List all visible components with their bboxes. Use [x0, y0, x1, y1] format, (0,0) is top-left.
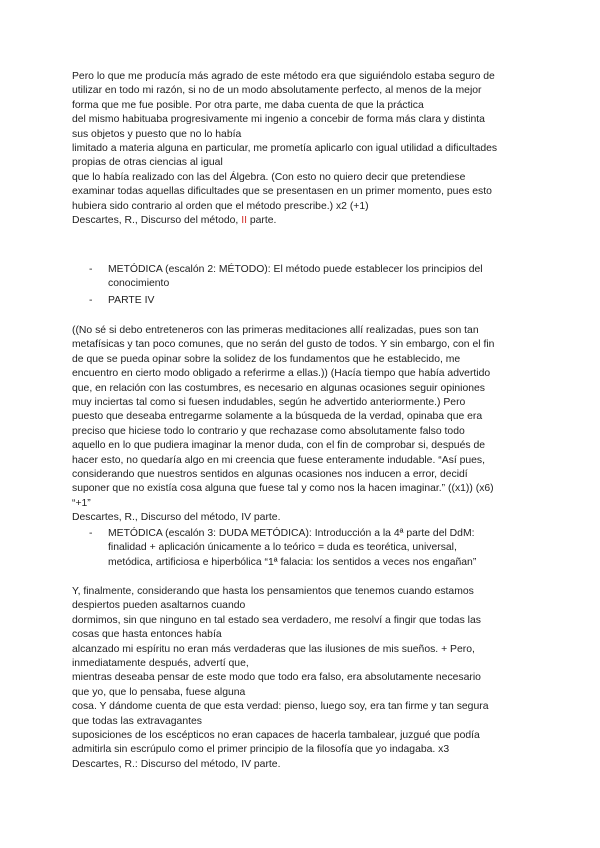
- bullet-dash: -: [89, 528, 93, 539]
- paragraph-line: que, en relación con las costumbres, es necesario en algunas ocasiones seguir opiniones: [72, 382, 485, 394]
- paragraph-line: que todas las extravagantes: [72, 715, 202, 727]
- paragraph-line: admitirla sin escrúpulo como el primer principio de la filosofía que yo indagaba. x3: [72, 744, 450, 756]
- paragraph-line: que lo había realizado con las del Álgebra. (Con esto no quiero decir que pretendiese: [72, 171, 466, 183]
- citation-2: Descartes, R., Discurso del método, IV parte.: [72, 512, 281, 524]
- paragraph-line: inmediatamente después, advertí que,: [72, 658, 249, 670]
- paragraph-line: metafísicas y tan poco comunes, que no serán del gusto de todos. Y sin embargo, con el fin: [72, 339, 495, 351]
- bullet-line: METÓDICA (escalón 3: DUDA METÓDICA): Introducción a la 4ª parte del DdM:: [108, 528, 475, 539]
- bullet-dash: -: [89, 295, 93, 306]
- paragraph-line: utilizar en todo mi razón, si no de un modo absolutamente perfecto, al menos de la mejor: [72, 85, 482, 97]
- paragraph-line: de que se pueda opinar sobre la solidez de los fundamentos que he establecido, me: [72, 353, 461, 365]
- paragraph-line: muy inciertas tal como si fuesen indudables, según he advertido anteriormente.) Pero: [72, 397, 466, 409]
- bullet-dash: -: [89, 264, 93, 275]
- citation-suffix: parte.: [246, 215, 277, 227]
- paragraph-line: suposiciones de los escépticos no eran capaces de hacerla tambalear, juzgué que podía: [72, 730, 480, 742]
- paragraph-line: alcanzado mi espíritu no eran más verdaderas que las ilusiones de mis sueños. + Pero,: [72, 643, 475, 655]
- paragraph-line: que yo, que lo pensaba, fuese alguna: [72, 686, 246, 698]
- paragraph-line: dormimos, sin que ninguno en tal estado sea verdadero, me resolví a fingir que todas las: [72, 614, 481, 626]
- paragraph-line: aquello en lo que pudiera imaginar la menor duda, con el fin de comprobar si, después de: [72, 440, 486, 452]
- paragraph-line: considerando que nuestros sentidos en algunas ocasiones nos inducen a error, decidí: [72, 469, 468, 481]
- paragraph-line: propias de otras ciencias al igual: [72, 157, 223, 169]
- paragraph-3: [72, 585, 532, 772]
- paragraph-line: despiertos pueden asaltarnos cuando: [72, 600, 246, 612]
- paragraph-1: [72, 70, 532, 228]
- paragraph-line: puesto que deseaba entregarme solamente a la búsqueda de la verdad, opinaba que era: [72, 411, 483, 423]
- paragraph-line: examinar todas aquellas dificultades que se presentasen en un primer momento, pues esto: [72, 186, 492, 198]
- citation-3: Descartes, R.: Discurso del método, IV parte.: [72, 758, 281, 770]
- paragraph-line: limitado a materia alguna en particular, me prometía aplicarlo con igual utilidad a dificultades: [72, 143, 498, 155]
- citation-part-number: II: [241, 215, 247, 227]
- paragraph-line: mientras deseaba pensar de este modo que todo era falso, era absolutamente necesario: [72, 672, 481, 684]
- paragraph-line: suponer que no existía cosa alguna que fuese tal y como nos la hacen imaginar.” ((x1)) (x6): [72, 483, 494, 495]
- paragraph-line: hubiera sido contrario al orden que el método prescribe.) x2 (+1): [72, 200, 369, 212]
- paragraph-line: encuentro en cierto modo obligado a referirme a ellas.)) (Hacía tiempo que había advertido: [72, 368, 491, 380]
- paragraph-2: [72, 324, 532, 526]
- paragraph-line: hacer esto, no quedaría algo en mi creencia que fuese enteramente indudable. “Así pues,: [72, 454, 486, 466]
- paragraph-line: cosas que hasta entonces había: [72, 629, 222, 641]
- citation-1: [72, 214, 532, 228]
- bullet-line: conocimiento: [108, 278, 170, 290]
- bullet-line: METÓDICA (escalón 2: MÉTODO): El método puede establecer los principios del: [108, 264, 483, 275]
- paragraph-line: del mismo habituaba progresivamente mi ingenio a concebir de forma más clara y distinta: [72, 114, 485, 126]
- paragraph-line: “+1”: [72, 497, 91, 509]
- paragraph-line: cosa. Y dándome cuenta de que esta verdad: pienso, luego soy, era tan firme y tan segura: [72, 701, 489, 713]
- citation-prefix: Descartes, R., Discurso del método,: [72, 215, 242, 227]
- paragraph-line: Y, finalmente, considerando que hasta los pensamientos que tenemos cuando estamos: [72, 586, 474, 597]
- paragraph-line: preciso que hiciese todo lo contrario y que rechazase como absolutamente falso todo: [72, 425, 465, 437]
- paragraph-line: sus objetos y puesto que no lo había: [72, 128, 242, 140]
- heading-text: PARTE IV: [108, 295, 155, 306]
- paragraph-line: ((No sé si debo entreteneros con las primeras meditaciones allí realizadas, pues son tan: [72, 325, 479, 336]
- bullet-line: finalidad + aplicación únicamente a lo teórico = duda es teorética, universal,: [108, 542, 457, 554]
- bullet-line: metódica, artificiosa e hiperbólica “1ª falacia: los sentidos a veces nos engañan”: [108, 556, 477, 568]
- paragraph-line: Pero lo que me producía más agrado de este método era que siguiéndolo estaba seguro de: [72, 71, 495, 82]
- paragraph-line: forma que me fue posible. Por otra parte, me daba cuenta de que la práctica: [72, 99, 424, 111]
